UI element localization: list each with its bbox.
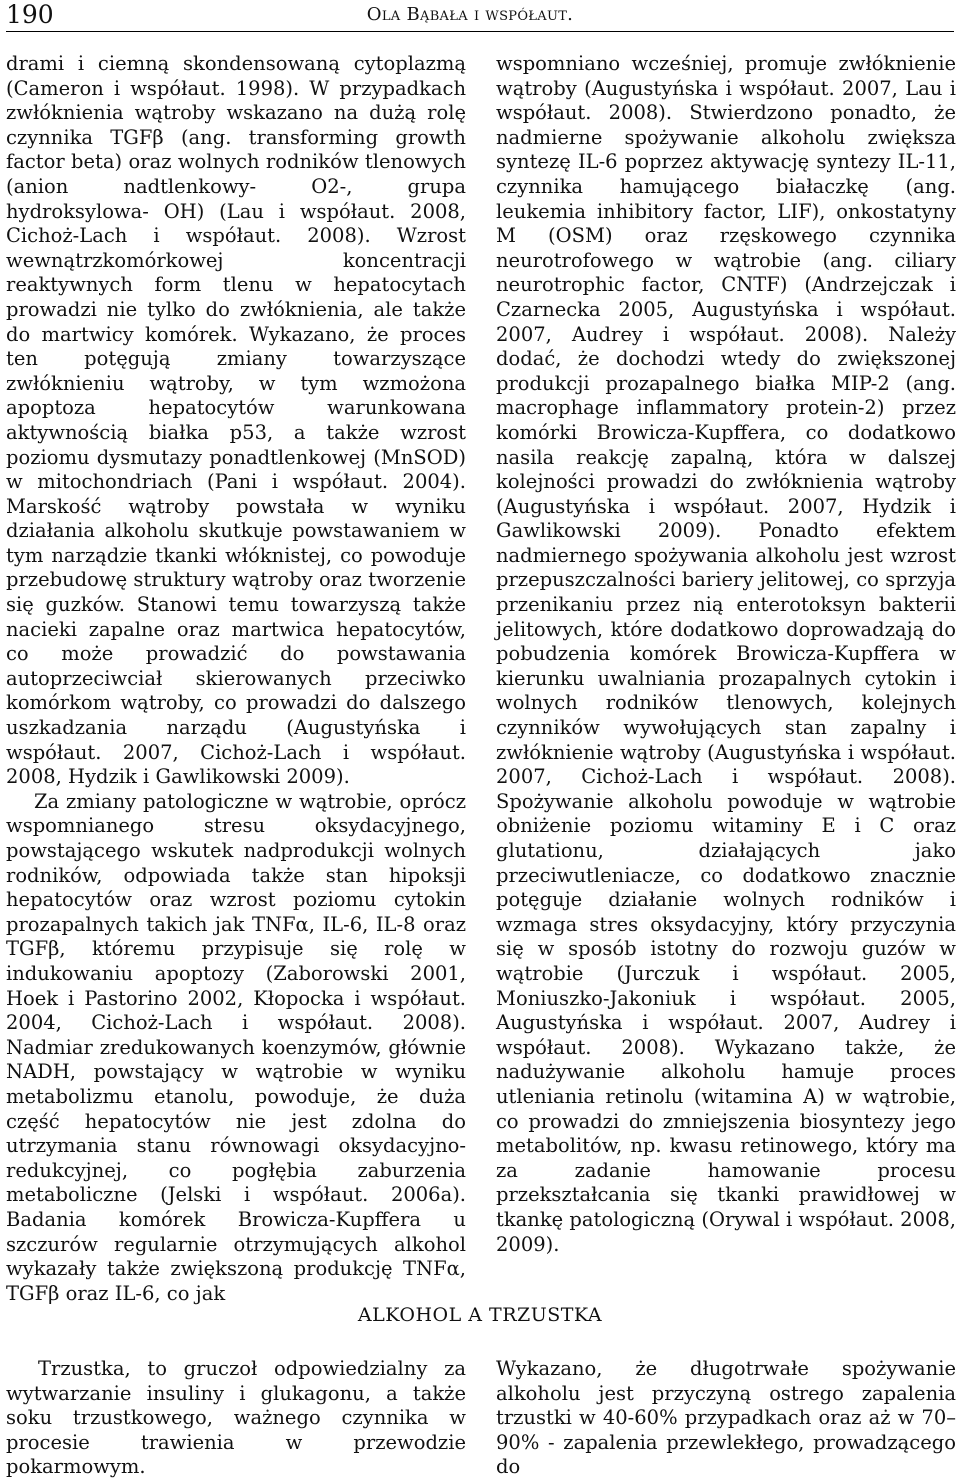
header-rule bbox=[6, 31, 954, 32]
bottom-left-paragraph: Trzustka, to gruczoł odpowiedzialny za wytwarzanie insuliny i glukagonu, a także soku trzustkowego, ważnego czynnika w procesie trawienia w przewodzie pokarmowym. bbox=[6, 1357, 466, 1479]
section-title: ALKOHOL A TRZUSTKA bbox=[357, 1304, 603, 1326]
page-header bbox=[0, 0, 960, 44]
paragraph: Za zmiany patologiczne w wątrobie, oprócz wspomnianego stresu oksydacyjnego, powstającego wskutek nadprodukcji wolnych rodników, odpowiada także stan hipoksji hepatocytów oraz wzrost poziomu cytokin prozapalnych takich jak TNFα, IL-6, IL-8 oraz TGFβ, któremu przypisuje się rolę w indukowaniu apoptozy (Zaborowski 2001, Hoek i Pastorino 2002, Kłopocka i współaut. 2004, Cichoż-Lach i współaut. 2008). Nadmiar zredukowanych koenzymów, głównie NADH, powstający w wątrobie w wyniku metabolizmu etanolu, powoduje, że duża część hepatocytów nie jest zdolna do utrzymania stanu równowagi oksydacyjno-redukcyjnej, co pogłębia zaburzenia metaboliczne (Jelski i współaut. 2006a). Badania komórek Browicza-Kupffera u szczurów regularnie otrzymujących alkohol wykazały także zwiększoną produkcję TNFα, TGFβ oraz IL-6, co jak bbox=[6, 789, 466, 1305]
paragraph: drami i ciemną skondensowaną cytoplazmą (Cameron i współaut. 1998). W przypadkach zwłóknienia wątroby wskazano na dużą rolę czynnika TGFβ (ang. transforming growth factor beta) oraz wolnych rodników tlenowych (anion nadtlenkowy- O2-, grupa hydroksylowa- OH) (Lau i współaut. 2008, Cichoż-Lach i współaut. 2008). Wzrost wewnątrzkomórkowej koncentracji reaktywnych form tlenu w hepatocytach prowadzi nie tylko do zwłóknienia, ale także do martwicy komórek. Wykazano, że proces ten potęgują zmiany towarzyszące zwłóknieniu wątroby, w tym wzmożona apoptoza hepatocytów warunkowana aktywnością białka p53, a także wzrost poziomu dysmutazy ponadtlenkowej (MnSOD) w mitochondriach (Pani i współaut. 2004). Marskość wątroby powstała w wyniku działania alkoholu skutkuje powstawaniem w tym narządzie tkanki włóknistej, co powoduje przebudowę struktury wątroby oraz tworzenie się guzków. Stanowi temu towarzyszą także nacieki zapalne oraz martwica hepatocytów, co może prowadzić do powstawania autoprzeciwciał skierowanych przeciwko komórkom wątroby, co prowadzi do dalszego uszkadzania narządu (Augustyńska i współaut. 2007, Cichoż-Lach i współaut. 2008, Hydzik i Gawlikowski 2009). bbox=[6, 52, 466, 789]
paragraph: wspomniano wcześniej, promuje zwłóknienie wątroby (Augustyńska i współaut. 2007, Lau i współaut. 2008). Stwierdzono ponadto, że nadmierne spożywanie alkoholu zwiększa syntezę IL-6 poprzez aktywację syntezy IL-11, czynnika hamującego białaczkę (ang. leukemia inhibitory factor, LIF), onkostatyny M (OSM) oraz rzęskowego czynnika neurotrofowego w wątrobie (ang. ciliary neurotrophic factor, CNTF) (Andrzejczak i Czarnecka 2005, Augustyńska i współaut. 2007, Audrey i współaut. 2008). Należy dodać, że dochodzi wtedy do zwiększonej produkcji prozapalnego białka MIP-2 (ang. macrophage inflammatory protein-2) przez komórki Browicza-Kupffera, co dodatkowo nasila reakcję zapalną, która w dalszej kolejności prowadzi do zwłóknienia wątroby (Augustyńska i współaut. 2007, Hydzik i Gawlikowski 2009). Ponadto efektem nadmiernego spożywania alkoholu jest wzrost przepuszczalności bariery jelitowej, co sprzyja przenikaniu przez nią enterotoksyn bakterii jelitowych, które dodatkowo doprowadzają do pobudzenia komórek Browicza-Kupffera w kierunku uwalniania prozapalnych cytokin i wolnych rodników tlenowych, kolejnych czynników wywołujących stan zapalny i zwłóknienie wątroby (Augustyńska i współaut. 2007, Cichoż-Lach i współaut. 2008). Spożywanie alkoholu powoduje w wątrobie obniżenie poziomu witaminy E i C oraz glutationu, działających jako przeciwutleniacze, co dodatkowo znacznie potęguje działanie wolnych rodników i wzmaga stres oksydacyjny, który przyczynia się w sposób istotny do rozwoju guzów w wątrobie (Jurczuk i współaut. 2005, Moniuszko-Jakoniuk i współaut. 2005, Augustyńska i współaut. 2007, Audrey i współaut. 2008). Wykazano także, że nadużywanie alkoholu hamuje proces utleniania retinolu (witamina A) w wątrobie, co prowadzi do zmniejszenia biosyntezy jego metabolitów, np. kwasu retinowego, który ma za zadanie hamowanie procesu przekształcania się tkanki prawidłowej w tkankę patologiczną (Orywal i współaut. 2008, 2009). bbox=[496, 52, 956, 1256]
running-head: Ola Bąbała i współaut. bbox=[366, 4, 574, 25]
page-number: 190 bbox=[6, 0, 54, 29]
bottom-right-paragraph: Wykazano, że długotrwałe spożywanie alkoholu jest przyczyną ostrego zapalenia trzustki w 40-60% przypadkach oraz aż w 70–90% - zapalenia przewlekłego, prowadzącego do bbox=[496, 1357, 956, 1479]
left-column bbox=[6, 52, 466, 1306]
right-column bbox=[496, 52, 956, 1257]
